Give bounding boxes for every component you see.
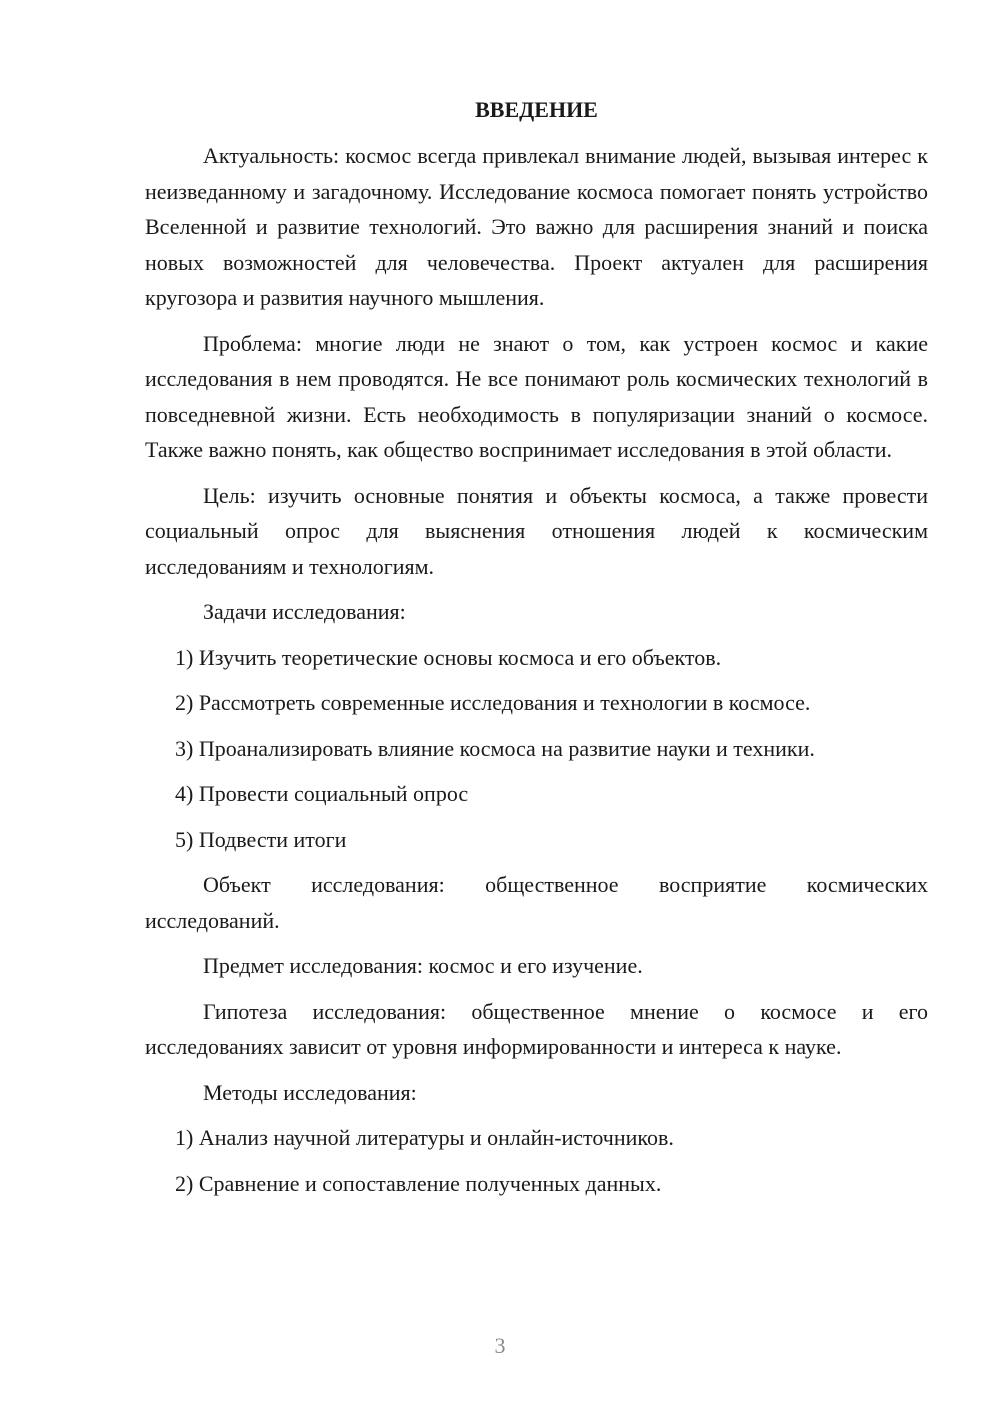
document-page [145,92,928,1211]
section-heading: ВВЕДЕНИЕ [475,97,598,122]
method-item-2: 2) Сравнение и сопоставление полученных данных. [175,1170,662,1196]
page-number: 3 [494,1333,506,1358]
task-item-5: 5) Подвести итоги [175,826,347,852]
task-item-3: 3) Проанализировать влияние космоса на развитие науки и техники. [175,735,815,761]
task-item-1: 1) Изучить теоретические основы космоса и его объектов. [175,644,722,670]
task-item-4: 4) Провести социальный опрос [175,781,469,806]
tasks-title: Задачи исследования: [203,599,406,624]
hypothesis-paragraph: Гипотеза исследования: общественное мнение о космосе и его исследованиях зависит от уровня информированности и интереса к науке. [145,998,928,1059]
relevance-paragraph: Актуальность: космос всегда привлекал внимание людей, вызывая интерес к неизведанному и загадочному. Исследование космоса помогает понять устройство Вселенной и развитие технологий. Это важно для расширения знаний и поиска новых возможностей для человечества. Проект актуален для расширения кругозора и развития научного мышления. [145,143,928,310]
object-paragraph: Объект исследования: общественное восприятие космических исследований. [145,872,928,933]
goal-paragraph: Цель: изучить основные понятия и объекты космоса, а также провести социальный опрос для выяснения отношения людей к космическим исследованиям и технологиям. [145,482,928,579]
subject-paragraph: Предмет исследования: космос и его изучение. [203,953,643,978]
methods-title: Методы исследования: [203,1079,417,1105]
problem-paragraph: Проблема: многие люди не знают о том, как устроен космос и какие исследования в нем проводятся. Не все понимают роль космических технологий в повседневной жизни. Есть необходимость в популяризации знаний о космосе. Также важно понять, как общество воспринимает исследования в этой области. [145,330,928,462]
method-item-1: 1) Анализ научной литературы и онлайн-источников. [175,1125,674,1150]
task-item-2: 2) Рассмотреть современные исследования и технологии в космосе. [175,690,811,715]
